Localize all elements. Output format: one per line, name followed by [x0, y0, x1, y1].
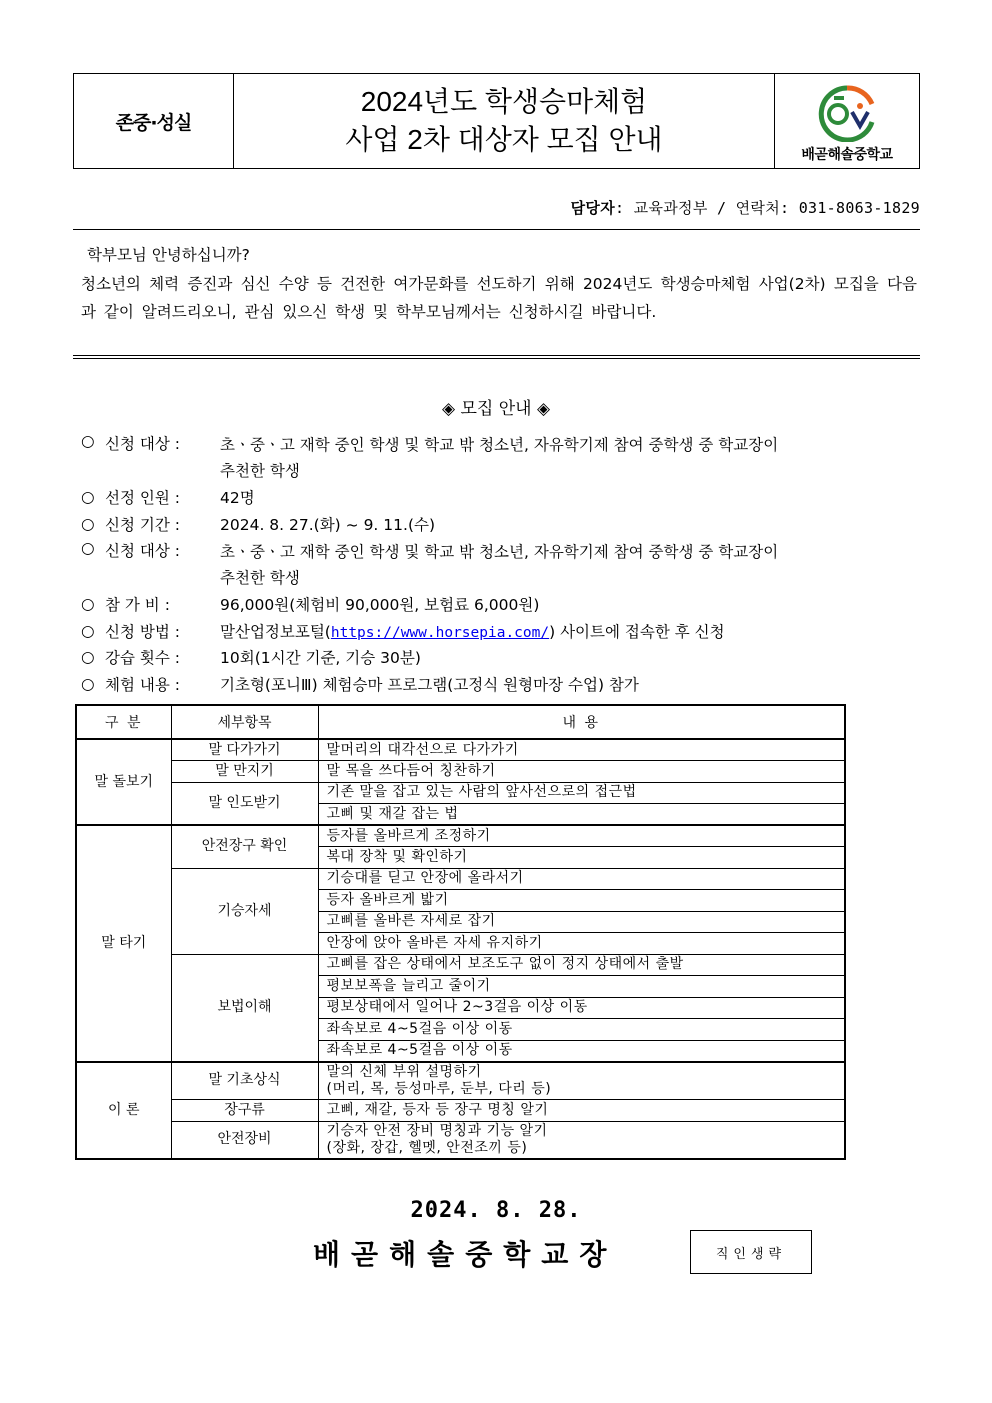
contact-phone-value: 031-8063-1829 [798, 199, 920, 217]
document-header [73, 73, 920, 169]
content-cell: 고삐를 올바른 자세로 잡기 [318, 911, 845, 933]
greeting: 학부모님 안녕하십니까? [87, 246, 250, 264]
subitem-cell: 말 다가가기 [171, 739, 318, 761]
table-row [76, 739, 845, 761]
subitem-cell: 안전장비 [171, 1121, 318, 1159]
content-cell: 기승대를 딛고 안장에 올라서기 [318, 868, 845, 890]
content-cell: 좌속보로 4~5걸음 이상 이동 [318, 1040, 845, 1062]
bullet-period: ○ 신청 기간 : 2024. 8. 27.(화) ~ 9. 11.(수) [81, 514, 436, 534]
school-logo-text: 배곧해솔중학교 [801, 147, 893, 163]
table-row [76, 868, 845, 890]
subitem-cell: 말 만지기 [171, 761, 318, 783]
divider-double [73, 355, 920, 359]
subitem-cell: 말 기초상식 [171, 1062, 318, 1100]
content-cell: 좌속보로 4~5걸음 이상 이동 [318, 1019, 845, 1041]
bullet-value: 초ㆍ중ㆍ고 재학 중인 학생 및 학교 밖 청소년, 자유학기제 참여 중학생 중 학교장이 추천한 학생 [220, 436, 779, 480]
subitem-cell: 말 인도받기 [171, 782, 318, 825]
intro-paragraph [81, 241, 917, 327]
horsepia-link[interactable]: https://www.horsepia.com/ [330, 624, 550, 641]
content-cell: 고삐 및 재갈 잡는 법 [318, 804, 845, 826]
content-cell: 말의 신체 부위 설명하기 (머리, 목, 등성마루, 둔부, 다리 등) [318, 1062, 845, 1100]
content-cell: 등자 올바르게 밟기 [318, 890, 845, 912]
content-cell: 등자를 올바르게 조정하기 [318, 825, 845, 847]
subitem-cell: 기승자세 [171, 868, 318, 954]
table-row [76, 825, 845, 847]
school-emblem-icon [814, 82, 880, 142]
bullet-content: ○ 체험 내용 : 기초형(포니Ⅲ) 체험승마 프로그램(고정식 원형마장 수업) 참가 [81, 674, 639, 694]
bullet-method: ○ 신청 방법 : 말산업정보포털(https://www.horsepia.com/) 사이트에 접속한 후 신청 [81, 621, 725, 641]
intro-body: 청소년의 체력 증진과 심신 수양 등 건전한 여가문화를 선도하기 위해 2024년도 학생승마체험 사업(2차) 모집을 다음과 같이 알려드리오니, 관심 있으신 학생 및 학부모님께서는 신청하시길 바랍니다. [81, 274, 917, 321]
curriculum-table [75, 704, 846, 1160]
content-cell: 말머리의 대각선으로 다가가기 [318, 739, 845, 761]
category-cell: 이 론 [76, 1062, 171, 1160]
contact-phone-label: 연락처 [735, 199, 781, 217]
table-row [76, 1100, 845, 1122]
content-cell: 기존 말을 잡고 있는 사람의 앞사선으로의 접근법 [318, 782, 845, 804]
school-motto: 존중·성실 [74, 74, 234, 168]
recruitment-info-list [81, 430, 921, 697]
table-row [76, 1062, 845, 1100]
divider-top [73, 229, 920, 230]
bullet-sessions: ○ 강습 횟수 : 10회(1시간 기준, 기승 30분) [81, 648, 421, 668]
school-logo [775, 74, 919, 168]
bullet-headcount: ○ 선정 인원 : 42명 [81, 488, 255, 508]
title-line-1: 2024년도 학생승마체험 [360, 86, 648, 117]
content-cell: 안장에 앉아 올바른 자세 유지하기 [318, 933, 845, 955]
table-header-row [76, 705, 845, 739]
document-title [234, 74, 775, 168]
content-cell: 기승자 안전 장비 명칭과 기능 알기 (장화, 장갑, 헬멧, 안전조끼 등) [318, 1121, 845, 1159]
title-line-2: 사업 2차 대상자 모집 안내 [345, 124, 663, 155]
content-cell: 고삐, 재갈, 등자 등 장구 명칭 알기 [318, 1100, 845, 1122]
content-cell: 평보보폭을 늘리고 줄이기 [318, 976, 845, 998]
principal-signature: 배곧해솔중학교장 [313, 1238, 618, 1271]
bullet-marker: ○ [81, 432, 95, 450]
section-title: ◈ 모집 안내 ◈ [441, 399, 551, 419]
table-row [76, 761, 845, 783]
bullet-target-1 [81, 430, 921, 484]
table-row [76, 782, 845, 804]
subitem-cell: 보법이해 [171, 954, 318, 1062]
content-cell: 말 목을 쓰다듬어 칭찬하기 [318, 761, 845, 783]
table-row [76, 954, 845, 976]
content-cell: 복대 장착 및 확인하기 [318, 847, 845, 869]
content-cell: 평보상태에서 일어나 2~3걸음 이상 이동 [318, 997, 845, 1019]
header-subitem: 세부항목 [171, 705, 318, 739]
bullet-label: 신청 대상 : [105, 435, 180, 453]
subitem-cell: 장구류 [171, 1100, 318, 1122]
content-cell: 고삐를 잡은 상태에서 보조도구 없이 정지 상태에서 출발 [318, 954, 845, 976]
category-cell: 말 돌보기 [76, 739, 171, 825]
table-row [76, 1121, 845, 1159]
bullet-target-2: ○ 신청 대상 : 초ㆍ중ㆍ고 재학 중인 학생 및 학교 밖 청소년, 자유학기제 참여 중학생 중 학교장이 추천한 학생 [81, 539, 779, 587]
document-date: 2024. 8. 28. [410, 1198, 582, 1223]
header-content: 내 용 [318, 705, 845, 739]
contact-person-label: 담당자 [570, 199, 615, 217]
bullet-fee: ○ 참 가 비 : 96,000원(체험비 90,000원, 보험료 6,000원) [81, 595, 540, 615]
contact-person-value: 교육과정부 [633, 199, 708, 217]
contact-line: 담당자: 교육과정부 / 연락처: 031-8063-1829 [570, 199, 920, 217]
header-category: 구 분 [76, 705, 171, 739]
category-cell: 말 타기 [76, 825, 171, 1062]
seal-omitted-box: 직인생략 [690, 1230, 812, 1274]
subitem-cell: 안전장구 확인 [171, 825, 318, 868]
